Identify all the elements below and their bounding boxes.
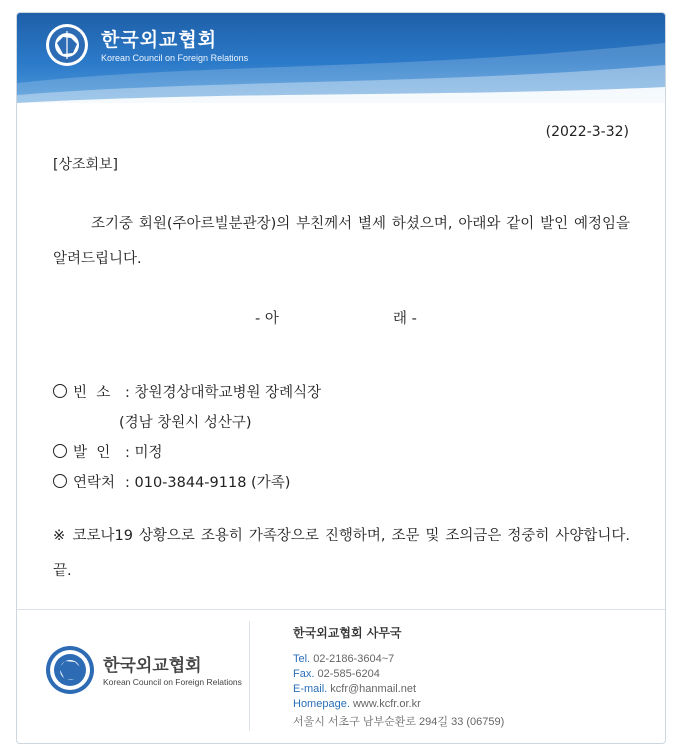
header-org-name-en: Korean Council on Foreign Relations (101, 53, 249, 63)
contact-value: 02-2186-3604~7 (313, 653, 395, 665)
item-value: : 미정 (125, 445, 163, 461)
contact-value[interactable]: kcfr@hanmail.net (330, 683, 417, 695)
item-contact (53, 471, 290, 492)
footer-vertical-divider (249, 621, 250, 731)
contact-label: Homepage. (293, 698, 350, 710)
circle-bullet-icon (53, 444, 67, 458)
office-address: 서울시 서초구 남부순환로 294길 33 (06759) (293, 716, 505, 728)
contact-value[interactable]: www.kcfr.or.kr (352, 698, 421, 710)
item-key: 발 인 (73, 445, 111, 461)
remark-right: 래 - (393, 311, 417, 327)
notice-paragraph: 조기중 회원(주아르빌분관장)의 부친께서 별세 하셨으며, 아래와 같이 발인 예정임을 알려드립니다. (53, 216, 630, 267)
contact-label: Tel. (293, 653, 311, 665)
contact-label: E-mail. (293, 683, 328, 695)
contact-tel (293, 653, 394, 665)
header-banner (17, 13, 665, 103)
circle-bullet-icon (53, 384, 67, 398)
footer-org-name-en: Korean Council on Foreign Relations (103, 677, 242, 687)
item-departure (53, 441, 163, 462)
remark-paragraph: ※ 코로나19 상황으로 조용히 가족장으로 진행하며, 조문 및 조의금은 정중히 사양합니다. 끝. (53, 528, 630, 579)
item-venue-address (119, 411, 252, 432)
circle-bullet-icon (53, 474, 67, 488)
footer-divider (17, 609, 665, 610)
contact-homepage (293, 698, 421, 710)
item-key: 빈 소 (73, 385, 111, 401)
contact-email (293, 683, 416, 695)
item-key: 연락처 (73, 475, 116, 491)
letter-date: (2022-3-32) (545, 124, 629, 140)
letter-heading: [상조회보] (53, 157, 119, 173)
contact-fax (293, 668, 380, 680)
kcfr-seal-icon (45, 23, 89, 67)
item-value: (경남 창원시 성산구) (119, 415, 252, 431)
remark-left: - 아 (255, 311, 279, 327)
letter-frame (16, 12, 666, 744)
item-venue (53, 381, 321, 402)
item-value: : 010-3844-9118 (가족) (125, 475, 291, 491)
kcfr-seal-icon (45, 645, 95, 695)
footer-org-name: 한국외교협회 (103, 656, 202, 676)
item-value: : 창원경상대학교병원 장례식장 (125, 385, 322, 401)
contact-value: 02-585-6204 (317, 668, 380, 680)
contact-label: Fax. (293, 668, 315, 680)
header-org-name: 한국외교협회 (101, 29, 218, 51)
office-title: 한국외교협회 사무국 (293, 626, 402, 640)
